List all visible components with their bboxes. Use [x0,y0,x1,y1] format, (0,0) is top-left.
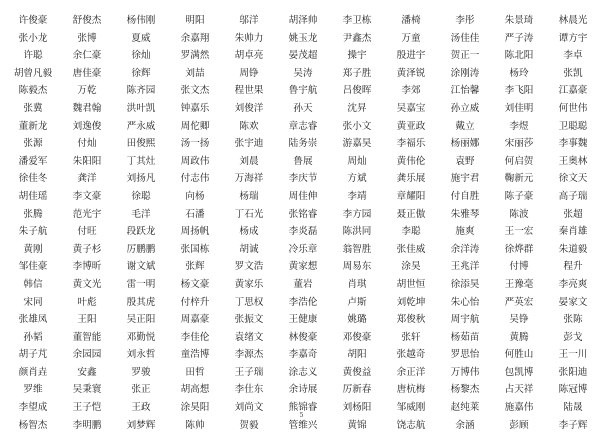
name-cell: 包凯博 [504,366,534,378]
name-cell: 付博 [509,261,529,273]
name-cell: 胡佳瑶 [18,190,48,202]
name-cell: 李靖 [347,190,367,202]
name-cell: 刘逸俊 [72,120,102,132]
name-cell: 张凯 [563,67,583,79]
name-cell: 朱心怡 [450,296,480,308]
name-cell: 聂正傲 [396,208,426,220]
name-cell: 黄亚政 [396,120,426,132]
name-cell: 丁其灶 [126,155,156,167]
name-cell: 陈毅杰 [18,85,48,97]
name-cell: 朱阳阳 [72,155,102,167]
name-cell: 王政 [131,402,151,414]
name-cell: 胡诚 [239,243,259,255]
name-cell: 严永威 [126,120,156,132]
name-cell: 翁智胜 [342,243,372,255]
name-cell: 余嘉翔 [180,32,210,44]
name-cell: 魏君翰 [72,102,102,114]
name-cell: 卫聪聪 [558,120,588,132]
name-cell: 李亮爽 [558,278,588,290]
name-cell: 何世伟 [558,102,588,114]
name-cell: 罗思怡 [450,349,480,361]
name-cell: 潘爱军 [18,155,48,167]
name-cell: 周易东 [342,261,372,273]
name-cell: 李煜 [509,120,529,132]
name-cell: 潘椅 [401,15,421,26]
name-cell: 刘扬凡 [126,173,156,185]
name-cell: 徐辉 [131,67,151,79]
name-cell: 宋同 [23,296,43,308]
name-cell: 刘杨阳 [342,402,372,414]
name-cell: 许俊豪 [18,15,48,26]
name-cell: 黄锦 [347,419,367,431]
name-cell: 袁绪文 [234,331,264,343]
name-cell: 万童 [401,32,421,44]
name-cell: 刘梦辉 [126,419,156,431]
name-cell: 张陈 [563,314,583,326]
name-cell: 朱帅力 [234,32,264,44]
name-cell: 张博 [77,32,97,44]
name-cell: 王阳 [77,314,97,326]
name-cell: 邓勤悦 [126,331,156,343]
name-cell: 王兆洋 [450,261,480,273]
name-cell: 殷其虎 [126,296,156,308]
name-cell: 鲁宇航 [288,85,318,97]
name-cell: 厉鹏鹏 [126,243,156,255]
name-cell: 胡子芃 [18,349,48,361]
name-cell: 毛洋 [131,208,151,220]
name-cell: 王一川 [558,349,588,361]
name-cell: 操宇 [347,50,367,62]
name-cell: 王子瑞 [234,366,264,378]
name-cell: 黄伟伦 [396,155,426,167]
name-cell: 饶志航 [396,419,426,431]
name-cell: 周政伟 [180,155,210,167]
name-cell: 雷一明 [126,278,156,290]
name-cell: 余园园 [72,349,102,361]
name-cell: 施爽 [455,226,475,238]
name-cell: 涂志义 [288,366,318,378]
name-cell: 周宇航 [450,314,480,326]
name-cell: 林晨光 [558,15,588,26]
name-cell: 章志睿 [288,120,318,132]
name-cell: 姚璐 [347,314,367,326]
name-cell: 邹威刚 [396,402,426,414]
name-cell: 王健康 [288,314,318,326]
name-cell: 胡高想 [180,384,210,396]
name-cell: 程升 [563,261,583,273]
name-cell: 万博伟 [450,366,480,378]
name-cell: 李炎磊 [288,226,318,238]
name-cell: 赵纯莱 [450,402,480,414]
name-cell: 田俊熙 [126,138,156,150]
name-cell: 余正洋 [396,366,426,378]
name-cell: 张阳迪 [558,366,588,378]
name-cell: 江怡馨 [450,85,480,97]
name-cell: 李浩伦 [288,296,318,308]
name-cell: 张铭睿 [288,208,318,220]
name-cell: 秦肖雄 [558,226,588,238]
name-cell: 刘乾坤 [396,296,426,308]
page-number: 5 [299,412,304,419]
name-cell: 明阳 [185,15,205,26]
name-cell: 李飞阳 [504,85,534,97]
name-cell: 汤佳佳 [450,32,480,44]
name-cell: 谢文斌 [126,261,156,273]
name-cell: 黄文光 [72,278,102,290]
name-cell: 李佳伦 [180,331,210,343]
name-cell: 朱子航 [18,226,48,238]
name-cell: 谭方宇 [558,32,588,44]
name-cell: 朱雅琴 [450,208,480,220]
name-cell: 王豫毫 [504,278,534,290]
name-cell: 徐灿 [131,50,151,62]
name-cell: 刘永哲 [126,349,156,361]
name-cell: 安鑫 [77,366,97,378]
name-cell: 胡阳 [347,349,367,361]
name-cell: 童浩博 [180,349,210,361]
name-cell: 周佗卿 [180,120,210,132]
name-cell: 钟嘉乐 [180,102,210,114]
name-cell: 鞠新元 [504,173,534,185]
name-cell: 韩信 [23,278,43,290]
name-cell: 余仁豪 [72,50,102,62]
name-cell: 陆务崇 [288,138,318,150]
name-cell: 陈帅 [185,419,205,431]
name-cell: 罗文浩 [234,261,264,273]
name-cell: 吴正阳 [126,314,156,326]
name-cell: 陈洪同 [342,226,372,238]
name-cell: 李事魏 [558,138,588,150]
name-cell: 龚乐展 [396,173,426,185]
name-cell: 付自胜 [450,190,480,202]
name-cell: 刘俊洋 [234,102,264,114]
name-cell: 刘晨 [239,155,259,167]
name-cell: 李博昕 [72,261,102,273]
name-cell: 施嘉伟 [504,402,534,414]
name-cell: 李文豪 [72,190,102,202]
name-cell: 鲁展 [293,155,313,167]
name-cell: 彭顾 [509,419,529,431]
name-cell: 徐文天 [558,173,588,185]
name-cell: 朱道毅 [558,243,588,255]
name-cell: 严英宏 [504,296,534,308]
name-cell: 付梓升 [180,296,210,308]
name-cell: 张轩 [401,331,421,343]
name-cell: 田哲 [185,366,205,378]
name-cell: 黄俊益 [342,366,372,378]
name-cell: 向杨 [185,190,205,202]
name-cell: 张雄凤 [18,314,48,326]
name-cell: 袁野 [455,155,475,167]
name-cell: 杨瑞 [239,190,259,202]
name-cell: 章耀阳 [396,190,426,202]
name-cell: 朱景琦 [504,15,534,26]
name-cell: 李聪 [401,226,421,238]
name-cell: 万乾 [77,85,97,97]
name-cell: 洪叶凯 [126,102,156,114]
name-cell: 严子涛 [504,32,534,44]
name-cell: 罗维 [23,384,43,396]
name-cell: 李源杰 [234,349,264,361]
name-cell: 董智能 [72,331,102,343]
name-cell: 江嘉豪 [558,85,588,97]
name-cell: 李嘉奇 [288,349,318,361]
name-cell: 郑子胜 [342,67,372,79]
name-cell: 罗骏 [131,366,151,378]
name-cell: 李福乐 [396,138,426,150]
name-cell: 黄子杉 [72,243,102,255]
name-cell: 高子瑞 [558,190,588,202]
name-cell: 范光宇 [72,208,102,220]
name-cell: 胡泽帅 [288,15,318,26]
name-cell: 吴涛 [293,67,313,79]
name-cell: 胡卓亮 [234,50,264,62]
name-cell: 刘佳明 [504,102,534,114]
name-cell: 张文杰 [180,85,210,97]
name-cell: 丁石光 [234,208,264,220]
name-cell: 沈昇 [347,102,367,114]
name-cell: 孙立威 [450,102,480,114]
name-cell: 邓俊豪 [342,331,372,343]
name-cell: 李彤 [455,15,475,26]
name-cell: 董岩 [293,278,313,290]
name-cell: 张小龙 [18,32,48,44]
name-cell: 付旺 [77,226,97,238]
name-cell: 陈欢 [239,120,259,132]
name-cell: 周佳伸 [288,190,318,202]
name-cell: 唐佳豪 [72,67,102,79]
name-cell: 冷乐章 [288,243,318,255]
name-cell: 丁思权 [234,296,264,308]
name-cell: 游嘉昊 [342,138,372,150]
name-cell: 殷进宇 [396,50,426,62]
name-cell: 胡世恒 [396,278,426,290]
name-cell: 周嘉豪 [180,314,210,326]
name-cell: 余诗展 [288,384,318,396]
name-cell: 周扬帆 [180,226,210,238]
name-cell: 郑俊秋 [396,314,426,326]
name-cell: 周灿 [347,155,367,167]
name-cell: 杨茹苗 [450,331,480,343]
name-cell: 张越奇 [396,349,426,361]
name-cell: 陈齐园 [126,85,156,97]
name-cell: 周铮 [239,67,259,79]
name-cell: 戴立 [455,120,475,132]
name-cell: 李方园 [342,208,372,220]
name-cell: 晏家文 [558,296,588,308]
name-cell: 罗满然 [180,50,210,62]
name-cell: 石潘 [185,208,205,220]
name-cell: 黄泽锐 [396,67,426,79]
name-cell: 肖琪 [347,278,367,290]
name-cell: 张源 [23,138,43,150]
name-cell: 杨黎杰 [450,384,480,396]
name-cell: 张小文 [342,120,372,132]
name-cell: 涂昊阳 [180,402,210,414]
name-cell: 李仕东 [234,384,264,396]
name-cell: 管维兴 [288,419,318,431]
name-cell: 舒俊杰 [72,15,102,26]
name-cell: 杨丽娜 [450,138,480,150]
name-cell: 徐添昊 [450,278,480,290]
name-cell: 孙韬 [23,331,43,343]
name-cell: 龚洋 [77,173,97,185]
name-cell: 熊锦睿 [288,402,318,414]
name-cell: 何胜山 [504,349,534,361]
name-cell: 刘尚文 [234,402,264,414]
name-cell: 陆晟 [563,402,583,414]
name-cell: 张腾 [23,208,43,220]
name-cell: 汤一扬 [180,138,210,150]
name-cell: 徐佳冬 [18,173,48,185]
name-cell: 唐杭梅 [396,384,426,396]
name-cell: 王一宏 [504,226,534,238]
name-cell: 余洋涛 [450,243,480,255]
name-cell: 付灿 [77,138,97,150]
name-cell: 杨文豪 [180,278,210,290]
name-cell: 施宇君 [450,173,480,185]
name-cell: 陈冠博 [558,384,588,396]
name-cell: 张超 [563,208,583,220]
name-cell: 彭戈 [563,331,583,343]
name-grid [6,12,600,434]
name-cell: 程世果 [234,85,264,97]
name-cell: 余涵 [455,419,475,431]
name-cell: 杨智杰 [18,419,48,431]
name-cell: 占天祥 [504,384,534,396]
name-cell: 张佳威 [396,243,426,255]
name-cell: 付志伟 [180,173,210,185]
name-cell: 张正 [131,384,151,396]
name-cell: 贺毅 [239,419,259,431]
name-cell: 黄家乐 [234,278,264,290]
name-cell: 吴铮 [509,314,529,326]
name-cell: 陈波 [509,208,529,220]
name-cell: 姚玉龙 [288,32,318,44]
name-cell: 李卓 [563,50,583,62]
name-cell: 徐聪 [131,190,151,202]
name-cell: 王子恺 [72,402,102,414]
name-cell: 张振文 [234,314,264,326]
name-cell: 杨伟刚 [126,15,156,26]
name-cell: 吴秉寰 [72,384,102,396]
name-cell: 李卫栋 [342,15,372,26]
name-cell: 杨成 [239,226,259,238]
name-cell: 孙天 [293,102,313,114]
name-cell: 李子辉 [558,419,588,431]
name-cell: 夏威 [131,32,151,44]
name-cell: 万海祥 [234,173,264,185]
name-cell: 王奥林 [558,155,588,167]
name-cell: 李望成 [18,402,48,414]
name-cell: 方斌 [347,173,367,185]
name-cell: 张宇迪 [234,138,264,150]
name-cell: 黄腾 [509,331,529,343]
name-cell: 宋丽莎 [504,138,534,150]
name-cell: 晏茂超 [288,50,318,62]
name-cell: 徐烨群 [504,243,534,255]
name-cell: 卢斯 [347,296,367,308]
name-cell: 颜肖垚 [18,366,48,378]
name-cell: 邬洋 [239,15,259,26]
name-cell: 刘喆 [185,67,205,79]
name-cell: 吕俊晖 [342,85,372,97]
name-cell: 陈子豪 [504,190,534,202]
name-cell: 林俊豪 [288,331,318,343]
name-cell: 张冀 [23,102,43,114]
name-cell: 涂刚涛 [450,67,480,79]
name-cell: 何启贺 [504,155,534,167]
name-cell: 张辉 [185,261,205,273]
name-cell: 邹佳豪 [18,261,48,273]
name-cell: 李庆节 [288,173,318,185]
name-cell: 厉新春 [342,384,372,396]
name-cell: 尹鑫杰 [342,32,372,44]
name-cell: 杨玲 [509,67,529,79]
name-cell: 李明鹏 [72,419,102,431]
name-cell: 黄刚 [23,243,43,255]
name-cell: 黄家想 [288,261,318,273]
name-cell: 段跃龙 [126,226,156,238]
name-cell: 叶彪 [77,296,97,308]
name-cell: 董新龙 [18,120,48,132]
name-cell: 胡曾凡毅 [13,67,53,79]
name-cell: 张国栋 [180,243,210,255]
name-cell: 陈北阳 [504,50,534,62]
name-cell: 涂昊 [401,261,421,273]
name-cell: 贺正一 [450,50,480,62]
name-cell: 吴嘉宝 [396,102,426,114]
name-cell: 李郊 [401,85,421,97]
name-cell: 许聪 [23,50,43,62]
